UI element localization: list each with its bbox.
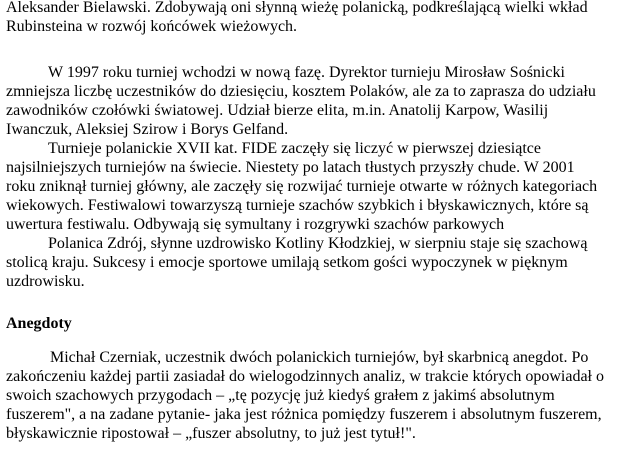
text-line: Turnieje polanickie XVII kat. FIDE zaczęły się liczyć w pierwszej dziesiątce [48,140,541,157]
text-line: W 1997 roku turniej wchodzi w nową fazę. Dyrektor turnieju Mirosław Sośnicki [48,64,565,81]
text-line: Rubinsteina w rozwój końcówek wieżowych. [6,18,298,35]
text-line: stolicą kraju. Sukcesy i emocje sportowe umilają setkom gości wypoczynek w pięknym [6,254,568,271]
text-line: fuszerem", a na zadane pytanie- jaka jest różnica pomiędzy fuszerem i absolutnym fuszerem, [6,406,602,423]
text-line: Michał Czerniak, uczestnik dwóch polanickich turniejów, był skarbnicą anegdot. Po [50,349,589,366]
text-line: Iwanczuk, Aleksiej Szirow i Borys Gelfand. [6,121,289,138]
text-line: Polanica Zdrój, słynne uzdrowisko Kotliny Kłodzkiej, w sierpniu staje się szachową [48,235,588,252]
text-line: uwertura festiwalu. Odbywają się symultany i rozgrywki szachów parkowych [6,216,505,233]
text-line: uzdrowisku. [6,273,85,290]
text-line: błyskawicznie ripostował – „fuszer absolutny, to już jest tytuł!". [6,425,416,442]
text-line: wiekowych. Festiwalowi towarzyszą turnieje szachów szybkich i błyskawicznych, które są [6,197,589,214]
text-line: swoich szachowych przygodach – „tę pozycję już kiedyś grałem z jakimś absolutnym [6,387,555,404]
text-line: zawodników czołówki światowej. Udział bierze elita, m.in. Anatolij Karpow, Wasilij [6,102,549,119]
text-line: najsilniejszych turniejów na świecie. Niestety po latach tłustych przyszły chude. W 2001 [6,159,575,176]
text-line: roku zniknął turniej główny, ale zaczęły się rozwijać turnieje otwarte w różnych kategoriach [6,178,598,195]
text-line: zmniejsza liczbę uczestników do dziesięciu, kosztem Polaków, ale za to zaprasza do udziału [6,83,596,100]
section-heading: Anegdoty [6,315,72,332]
text-line: Aleksander Bielawski. Zdobywają oni słynną wieżę polanicką, podkreślającą wielki wkład [6,0,588,16]
text-line: zakończeniu każdej partii zasiadał do wielogodzinnych analiz, w trakcie których opowiadał o [6,368,604,385]
